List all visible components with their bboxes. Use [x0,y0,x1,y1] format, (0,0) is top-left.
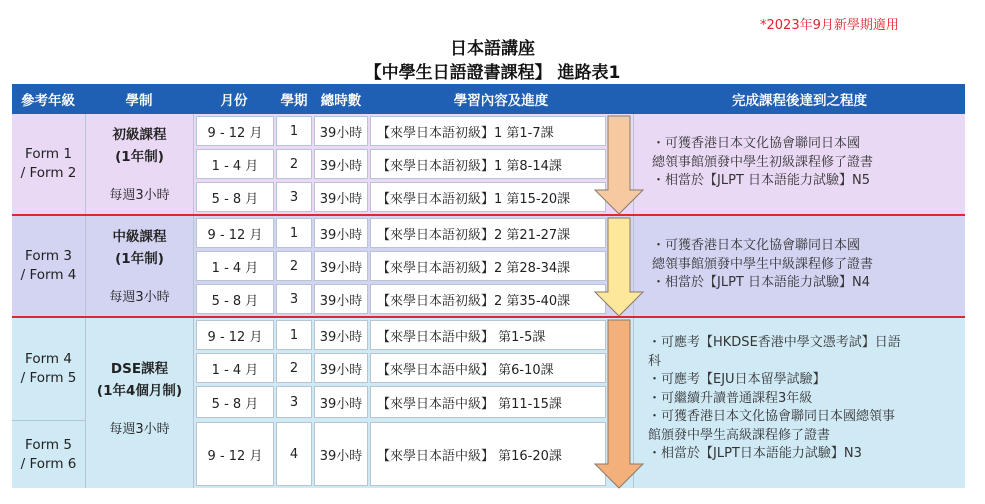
hours-cell: 39小時 [314,320,368,350]
hours-cell: 39小時 [314,353,368,383]
header-content: 學習內容及進度 [370,84,632,114]
month-cell: 1 - 4 月 [196,251,274,281]
term-cell: 2 [276,353,312,383]
progress-arrow-dse [595,320,643,488]
term-cell: 4 [276,422,312,486]
page-subtitle: 【中學生日語證書課程】 進路表1 [364,63,621,83]
month-cell: 5 - 8 月 [196,182,274,212]
term-cell: 2 [276,149,312,179]
month-cell: 5 - 8 月 [196,284,274,314]
form-label: Form 5 / Form 6 [20,436,77,472]
progress-arrow-intermediate [595,218,643,316]
header-grade: 參考年級 [12,84,84,114]
month-cell: 9 - 12 月 [196,422,274,486]
header-hours: 總時數 [314,84,368,114]
term-cell: 3 [276,386,312,418]
hours-cell: 39小時 [314,386,368,418]
content-cell: 【來學日本語中級】 第16-20課 [370,422,606,486]
outcome-text: ・可獲香港日本文化協會聯同日本國 總領事館頒發中學生中級課程修了證書 ・相當於【JLPT 日本語能力試驗】N4 [652,238,874,290]
content-cell: 【來學日本語初級】1 第15-20課 [370,182,606,212]
header-course: 學制 [86,84,192,114]
term-cell: 3 [276,284,312,314]
course-name: 中級課程 [112,229,167,245]
content-cell: 【來學日本語中級】 第11-15課 [370,386,606,418]
weekly-hours: 每週3小時 [109,422,170,437]
content-cell: 【來學日本語中級】 第6-10課 [370,353,606,383]
hours-cell: 39小時 [314,116,368,146]
content-cell: 【來學日本語初級】1 第8-14課 [370,149,606,179]
hours-cell: 39小時 [314,251,368,281]
term-cell: 3 [276,182,312,212]
progress-arrow-beginner [595,116,643,214]
hours-cell: 39小時 [314,422,368,486]
content-cell: 【來學日本語中級】 第1-5課 [370,320,606,350]
hours-cell: 39小時 [314,218,368,248]
month-cell: 1 - 4 月 [196,353,274,383]
course-name: 初級課程 [112,127,167,143]
header-term: 學期 [276,84,312,114]
month-cell: 5 - 8 月 [196,386,274,418]
term-cell: 1 [276,218,312,248]
content-cell: 【來學日本語初級】2 第35-40課 [370,284,606,314]
outcome-text: ・可獲香港日本文化協會聯同日本國 總領事館頒發中學生初級課程修了證書 ・相當於【JLPT 日本語能力試驗】N5 [652,136,874,188]
form-label: Form 1 / Form 2 [20,146,77,181]
term-cell: 1 [276,116,312,146]
course-length: (1年制) [115,251,164,267]
page-title: 日本語講座 [450,39,535,59]
content-cell: 【來學日本語初級】2 第28-34課 [370,251,606,281]
term-cell: 2 [276,251,312,281]
content-cell: 【來學日本語初級】2 第21-27課 [370,218,606,248]
term-cell: 1 [276,320,312,350]
hours-cell: 39小時 [314,284,368,314]
course-name: DSE課程 [110,361,169,377]
month-cell: 9 - 12 月 [196,116,274,146]
hours-cell: 39小時 [314,149,368,179]
form-label: Form 3 / Form 4 [20,248,77,283]
course-length: (1年4個月制) [96,383,183,399]
weekly-hours: 每週3小時 [109,290,170,305]
hours-cell: 39小時 [314,182,368,212]
content-cell: 【來學日本語初級】1 第1-7課 [370,116,606,146]
month-cell: 1 - 4 月 [196,149,274,179]
outcome-text: ・可應考【HKDSE香港中學文憑考試】日語 科 ・可應考【EJU日本留學試驗】 ・可繼續升讀普通課程3年級 ・可獲香港日本文化協會聯同日本國總領事 館頒發中學生高級課程修了證書 ・相當於【JLPT日本語能力試驗】N3 [648,335,901,461]
header-month: 月份 [194,84,274,114]
semester-note: *2023年9月新學期適用 [760,18,899,33]
form-label: Form 4 / Form 5 [20,351,77,386]
month-cell: 9 - 12 月 [196,218,274,248]
course-length: (1年制) [115,149,164,165]
header-outcome: 完成課程後達到之程度 [634,84,965,114]
month-cell: 9 - 12 月 [196,320,274,350]
weekly-hours: 每週3小時 [109,188,170,203]
